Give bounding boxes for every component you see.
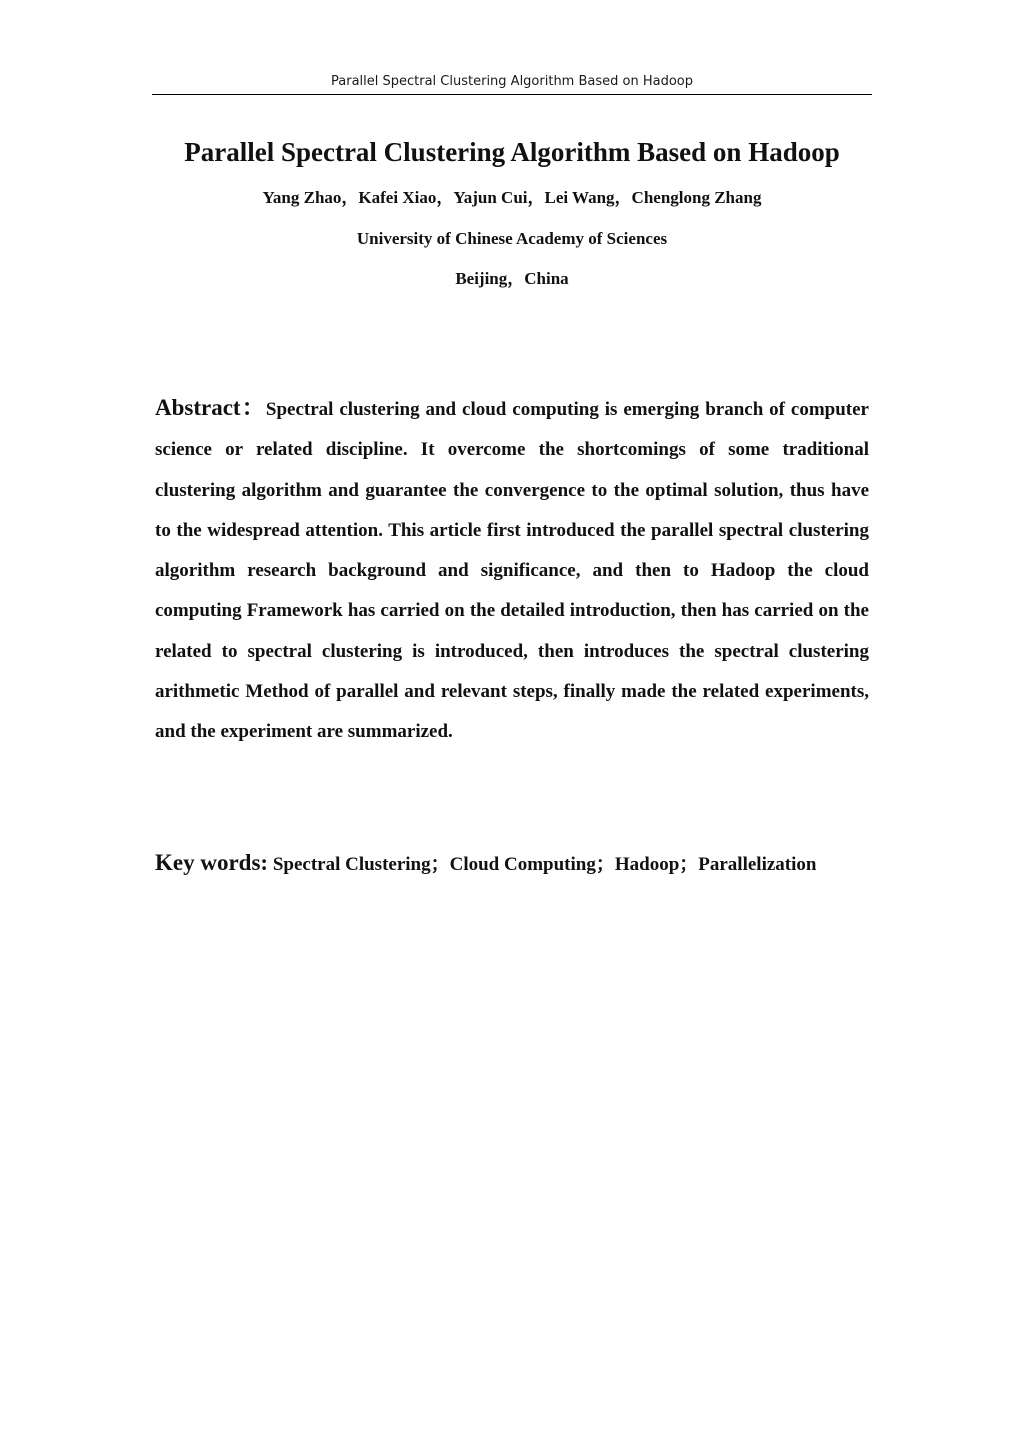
- keywords-text: Spectral Clustering；Cloud Computing；Hadoop；Parallelization: [272, 854, 817, 875]
- paper-title: Parallel Spectral Clustering Algorithm Based on Hadoop: [184, 137, 840, 167]
- keywords: [155, 843, 869, 885]
- abstract-label: Abstract：: [155, 395, 266, 420]
- affiliation: University of Chinese Academy of Sciences: [356, 229, 668, 248]
- location: Beijing，China: [455, 269, 569, 288]
- abstract-text: Spectral clustering and cloud computing is emerging branch of computer science or related discipline. It overcome the shortcomings of some traditional clustering algorithm and guarantee the convergence to the optimal solution, thus have to the widespread attention. This article first introduced the parallel spectral clustering algorithm research background and significance, and then to Hadoop the cloud computing Framework has carried on the detailed introduction, then has carried on the related to spectral clustering is introduced, then introduces the spectral clustering arithmetic Method of parallel and relevant steps, finally made the related experiments, and the experiment are summarized.: [155, 399, 869, 743]
- abstract: [155, 388, 869, 753]
- keywords-label: Key words:: [155, 850, 269, 875]
- author-list: Yang Zhao，Kafei Xiao，Yajun Cui，Lei Wang，Chenglong Zhang: [262, 188, 762, 207]
- running-header: Parallel Spectral Clustering Algorithm Based on Hadoop: [331, 74, 693, 89]
- header-rule: [152, 94, 872, 95]
